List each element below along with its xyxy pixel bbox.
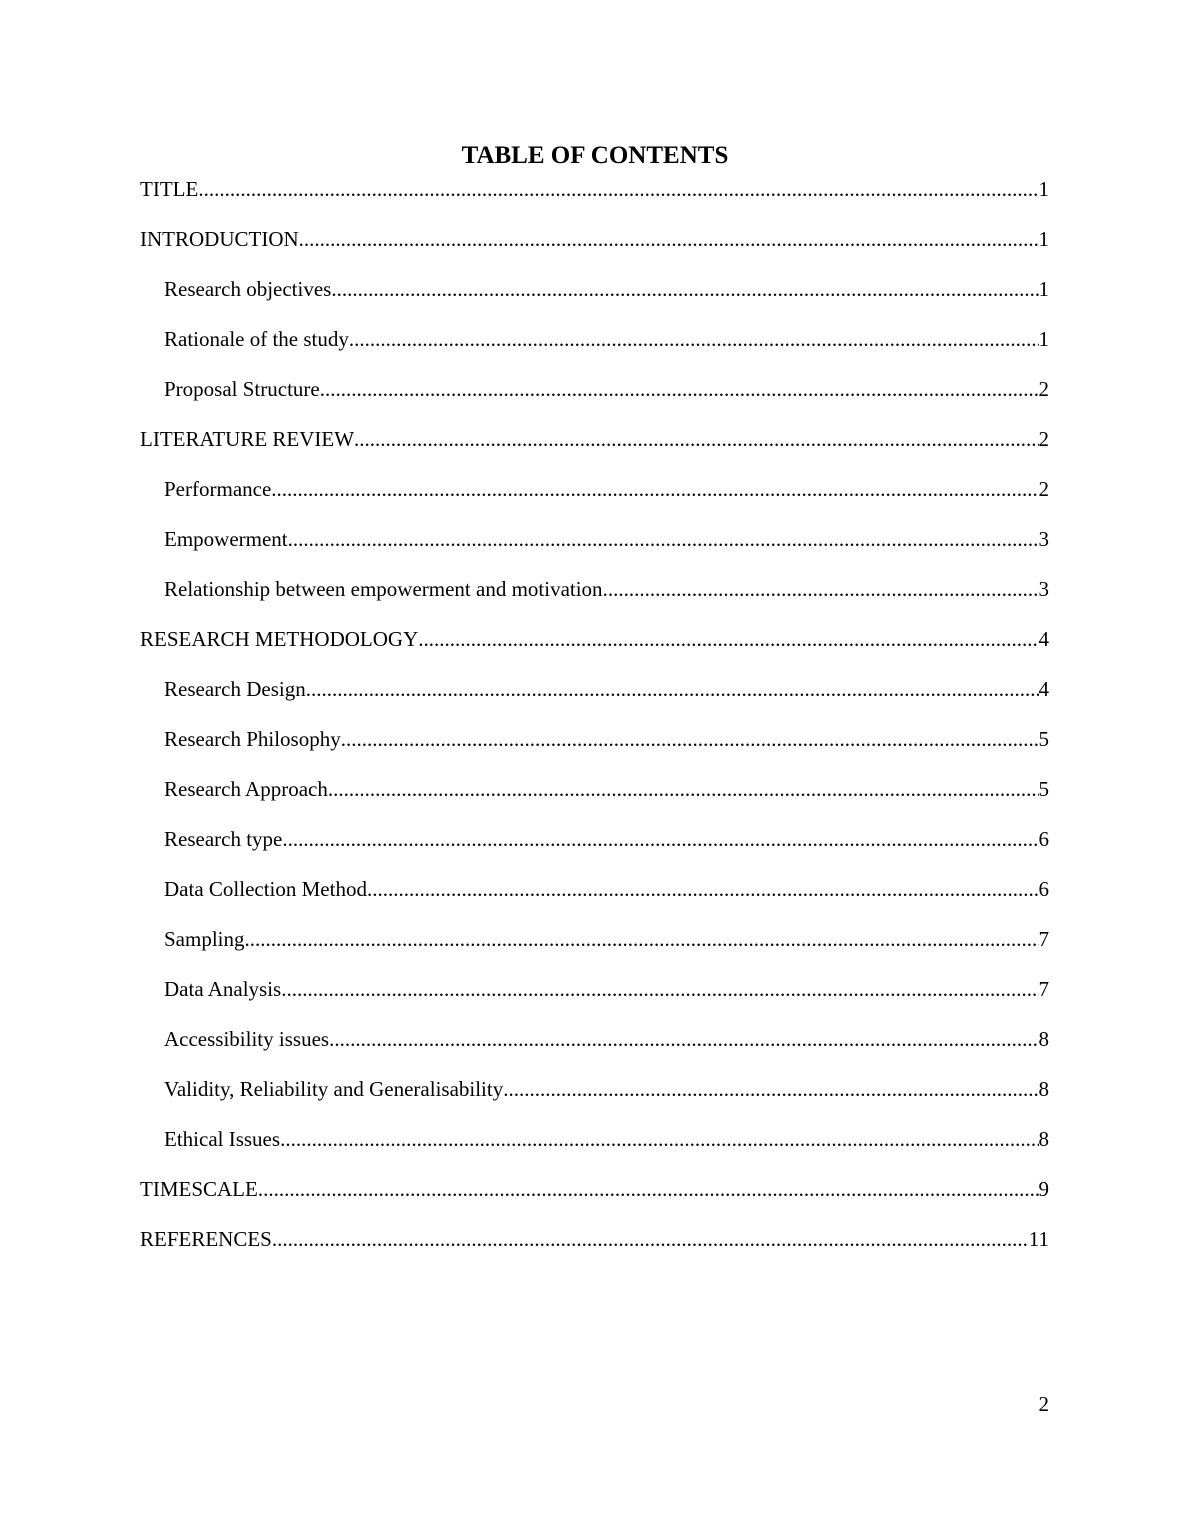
dot-leader — [282, 823, 1038, 855]
toc-entry-label: Empowerment — [164, 527, 288, 551]
dot-leader — [306, 673, 1039, 705]
toc-entry-label: LITERATURE REVIEW — [140, 427, 355, 451]
toc-entry-page: 8 — [1038, 1027, 1049, 1051]
dot-leader — [418, 623, 1038, 655]
toc-entry-performance[interactable] — [140, 473, 1049, 523]
dot-leader — [349, 323, 1039, 355]
toc-entry-validity[interactable] — [140, 1073, 1049, 1123]
toc-entry-literature-review[interactable] — [140, 423, 1049, 473]
toc-entry-label: RESEARCH METHODOLOGY — [140, 627, 419, 651]
toc-entry-page: 11 — [1028, 1227, 1049, 1251]
dot-leader — [503, 1073, 1038, 1105]
dot-leader — [367, 873, 1039, 905]
toc-entry-label: Research type — [164, 827, 283, 851]
toc-entry-label: Accessibility issues — [164, 1027, 330, 1051]
dot-leader — [258, 1173, 1039, 1205]
page-number: 2 — [1038, 1392, 1049, 1416]
toc-entry-label: Relationship between empowerment and motivation — [164, 577, 603, 601]
toc-entry-page: 4 — [1038, 627, 1049, 651]
toc-entry-timescale[interactable] — [140, 1173, 1049, 1223]
toc-entry-page: 2 — [1038, 427, 1049, 451]
toc-entry-label: Data Analysis — [164, 977, 282, 1001]
toc-entry-label: Ethical Issues — [164, 1127, 281, 1151]
dot-leader — [328, 773, 1039, 805]
toc-entry-page: 1 — [1038, 227, 1049, 251]
toc-entry-page: 5 — [1038, 727, 1049, 751]
toc-entry-label: TIMESCALE — [140, 1177, 258, 1201]
dot-leader — [299, 223, 1039, 255]
dot-leader — [288, 523, 1039, 555]
dot-leader — [320, 373, 1039, 405]
dot-leader — [271, 473, 1038, 505]
toc-entry-label: INTRODUCTION — [140, 227, 299, 251]
toc-entry-relationship[interactable] — [140, 573, 1049, 623]
toc-entry-data-analysis[interactable] — [140, 973, 1049, 1023]
toc-entry-page: 6 — [1038, 877, 1049, 901]
toc-entry-research-type[interactable] — [140, 823, 1049, 873]
dot-leader — [272, 1223, 1029, 1255]
toc-entry-data-collection[interactable] — [140, 873, 1049, 923]
toc-entry-research-methodology[interactable] — [140, 623, 1049, 673]
toc-entry-label: Validity, Reliability and Generalisability — [164, 1077, 504, 1101]
toc-entry-research-objectives[interactable] — [140, 273, 1049, 323]
toc-entry-introduction[interactable] — [140, 223, 1049, 273]
toc-entry-label: Performance — [164, 477, 272, 501]
toc-entry-label: Rationale of the study — [164, 327, 349, 351]
toc-entry-sampling[interactable] — [140, 923, 1049, 973]
toc-entry-page: 7 — [1038, 977, 1049, 1001]
toc-entry-page: 2 — [1038, 377, 1049, 401]
toc-entry-page: 6 — [1038, 827, 1049, 851]
toc-entry-label: Data Collection Method — [164, 877, 367, 901]
dot-leader — [198, 173, 1038, 205]
dot-leader — [341, 723, 1039, 755]
toc-entry-label: Research Approach — [164, 777, 328, 801]
toc-entry-label: Research Philosophy — [164, 727, 341, 751]
toc-entry-label: Proposal Structure — [164, 377, 320, 401]
toc-entry-page: 1 — [1038, 177, 1049, 201]
dot-leader — [281, 973, 1038, 1005]
dot-leader — [245, 923, 1039, 955]
toc-entry-accessibility[interactable] — [140, 1023, 1049, 1073]
toc-entry-ethical-issues[interactable] — [140, 1123, 1049, 1173]
toc-entry-label: Research Design — [164, 677, 306, 701]
toc-entry-rationale[interactable] — [140, 323, 1049, 373]
toc-entry-research-philosophy[interactable] — [140, 723, 1049, 773]
dot-leader — [329, 1023, 1038, 1055]
dot-leader — [354, 423, 1038, 455]
table-of-contents — [140, 173, 1049, 1273]
toc-entry-label: Sampling — [164, 927, 245, 951]
page-title: TABLE OF CONTENTS — [461, 142, 729, 169]
toc-entry-title[interactable] — [140, 173, 1049, 223]
toc-entry-references[interactable] — [140, 1223, 1049, 1273]
dot-leader — [603, 573, 1039, 605]
toc-entry-proposal-structure[interactable] — [140, 373, 1049, 423]
toc-entry-research-approach[interactable] — [140, 773, 1049, 823]
toc-entry-page: 1 — [1038, 277, 1049, 301]
toc-entry-page: 8 — [1038, 1127, 1049, 1151]
toc-entry-page: 9 — [1038, 1177, 1049, 1201]
toc-entry-label: Research objectives — [164, 277, 332, 301]
toc-entry-label: TITLE — [140, 177, 199, 201]
dot-leader — [331, 273, 1038, 305]
toc-entry-page: 5 — [1038, 777, 1049, 801]
toc-entry-empowerment[interactable] — [140, 523, 1049, 573]
toc-entry-page: 8 — [1038, 1077, 1049, 1101]
toc-entry-page: 1 — [1038, 327, 1049, 351]
toc-entry-research-design[interactable] — [140, 673, 1049, 723]
toc-entry-page: 7 — [1038, 927, 1049, 951]
toc-entry-page: 3 — [1038, 527, 1049, 551]
toc-entry-page: 2 — [1038, 477, 1049, 501]
toc-entry-label: REFERENCES — [140, 1227, 272, 1251]
toc-entry-page: 3 — [1038, 577, 1049, 601]
dot-leader — [280, 1123, 1038, 1155]
toc-entry-page: 4 — [1038, 677, 1049, 701]
